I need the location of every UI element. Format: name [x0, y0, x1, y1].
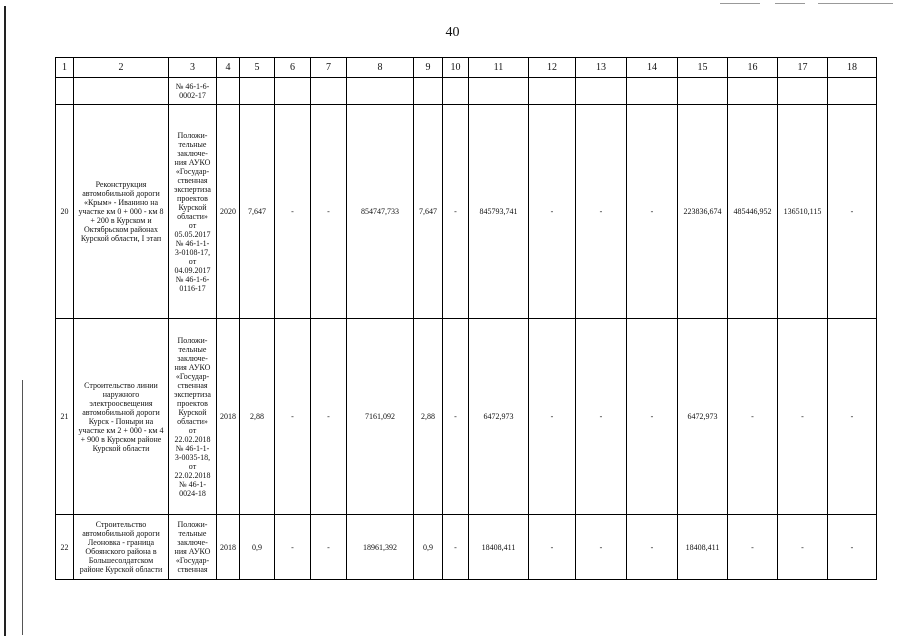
year-cell: 2018 — [217, 515, 240, 580]
value-cell: 6472,973 — [678, 319, 728, 515]
row-number-cell: 20 — [56, 105, 74, 319]
value-cell: 136510,115 — [778, 105, 828, 319]
page-left-border — [4, 6, 6, 636]
value-cell: 7161,092 — [347, 319, 414, 515]
value-cell: - — [443, 319, 469, 515]
column-header: 9 — [414, 58, 443, 78]
expert-conclusion-cell: Положи- тельные заключе- ния АУКО «Государ- ственная экспертиза проектов Курской области» от 22.02.2018 № 46-1-1- 3-0035-18, от 22.02.2018 № 46-1- 0024-18 — [169, 319, 217, 515]
value-cell — [275, 78, 311, 105]
column-header: 3 — [169, 58, 217, 78]
value-cell: - — [311, 515, 347, 580]
table-row — [56, 515, 877, 580]
column-header: 4 — [217, 58, 240, 78]
object-name-cell: Строительство автомобильной дороги Леоновка - граница Обоянского района в Большесолдатском районе Курской области — [74, 515, 169, 580]
value-cell: 2,88 — [414, 319, 443, 515]
value-cell: 2,88 — [240, 319, 275, 515]
value-cell: - — [627, 319, 678, 515]
value-cell: 0,9 — [414, 515, 443, 580]
object-name-cell: Строительство линии наружного электроосвещения автомобильной дороги Курск - Поныри на участке км 2 + 000 - км 4 + 900 в Курском районе Курской области — [74, 319, 169, 515]
column-header: 15 — [678, 58, 728, 78]
value-cell: - — [778, 319, 828, 515]
value-cell — [576, 78, 627, 105]
column-header: 2 — [74, 58, 169, 78]
row-number-cell — [56, 78, 74, 105]
value-cell: - — [443, 105, 469, 319]
column-header: 1 — [56, 58, 74, 78]
value-cell: - — [627, 105, 678, 319]
value-cell — [240, 78, 275, 105]
row-number-cell: 22 — [56, 515, 74, 580]
object-name-cell — [74, 78, 169, 105]
value-cell: 7,647 — [240, 105, 275, 319]
budget-table — [55, 57, 877, 580]
column-header: 5 — [240, 58, 275, 78]
value-cell — [778, 78, 828, 105]
value-cell — [443, 78, 469, 105]
value-cell: 18408,411 — [678, 515, 728, 580]
column-header: 17 — [778, 58, 828, 78]
object-name-cell: Реконструкция автомобильной дороги «Крым» - Иванино на участке км 0 + 000 - км 8 + 200 в Курском и Октябрьском районах Курской области, I этап — [74, 105, 169, 319]
column-header: 12 — [529, 58, 576, 78]
value-cell: 7,647 — [414, 105, 443, 319]
column-header: 8 — [347, 58, 414, 78]
value-cell: - — [443, 515, 469, 580]
value-cell: - — [275, 105, 311, 319]
value-cell — [414, 78, 443, 105]
page-left-inner-border — [22, 380, 23, 635]
value-cell: - — [275, 515, 311, 580]
value-cell: 6472,973 — [469, 319, 529, 515]
row-number-cell: 21 — [56, 319, 74, 515]
value-cell: 845793,741 — [469, 105, 529, 319]
table-row — [56, 78, 877, 105]
scan-top-marks — [720, 3, 895, 5]
year-cell — [217, 78, 240, 105]
value-cell: 18961,392 — [347, 515, 414, 580]
value-cell: 0,9 — [240, 515, 275, 580]
column-header: 13 — [576, 58, 627, 78]
value-cell: - — [828, 105, 877, 319]
column-header: 6 — [275, 58, 311, 78]
value-cell: 854747,733 — [347, 105, 414, 319]
column-header: 10 — [443, 58, 469, 78]
value-cell: - — [828, 319, 877, 515]
column-header: 14 — [627, 58, 678, 78]
value-cell — [529, 78, 576, 105]
page-number: 40 — [445, 25, 460, 40]
expert-conclusion-cell: Положи- тельные заключе- ния АУКО «Государ- ственная экспертиза проектов Курской области» от 05.05.2017 № 46-1-1- 3-0108-17, от 04.09.2017 № 46-1-6- 0116-17 — [169, 105, 217, 319]
value-cell: - — [275, 319, 311, 515]
value-cell — [678, 78, 728, 105]
column-header: 18 — [828, 58, 877, 78]
value-cell: - — [728, 319, 778, 515]
value-cell — [728, 78, 778, 105]
value-cell — [469, 78, 529, 105]
column-header: 11 — [469, 58, 529, 78]
value-cell: 18408,411 — [469, 515, 529, 580]
table-header-row — [56, 58, 877, 78]
value-cell: - — [778, 515, 828, 580]
value-cell: - — [627, 515, 678, 580]
table-row — [56, 105, 877, 319]
value-cell: - — [576, 319, 627, 515]
table-row — [56, 319, 877, 515]
value-cell: - — [728, 515, 778, 580]
value-cell: 485446,952 — [728, 105, 778, 319]
value-cell — [347, 78, 414, 105]
year-cell: 2020 — [217, 105, 240, 319]
expert-conclusion-cell: № 46-1-6-0002-17 — [169, 78, 217, 105]
value-cell: - — [529, 319, 576, 515]
value-cell — [627, 78, 678, 105]
value-cell: - — [529, 105, 576, 319]
value-cell: - — [576, 105, 627, 319]
value-cell — [311, 78, 347, 105]
value-cell: - — [828, 515, 877, 580]
value-cell: - — [311, 319, 347, 515]
value-cell: - — [311, 105, 347, 319]
column-header: 7 — [311, 58, 347, 78]
year-cell: 2018 — [217, 319, 240, 515]
column-header: 16 — [728, 58, 778, 78]
value-cell: 223836,674 — [678, 105, 728, 319]
value-cell: - — [529, 515, 576, 580]
value-cell: - — [576, 515, 627, 580]
expert-conclusion-cell: Положи- тельные заключе- ния АУКО «Государ- ственная — [169, 515, 217, 580]
value-cell — [828, 78, 877, 105]
